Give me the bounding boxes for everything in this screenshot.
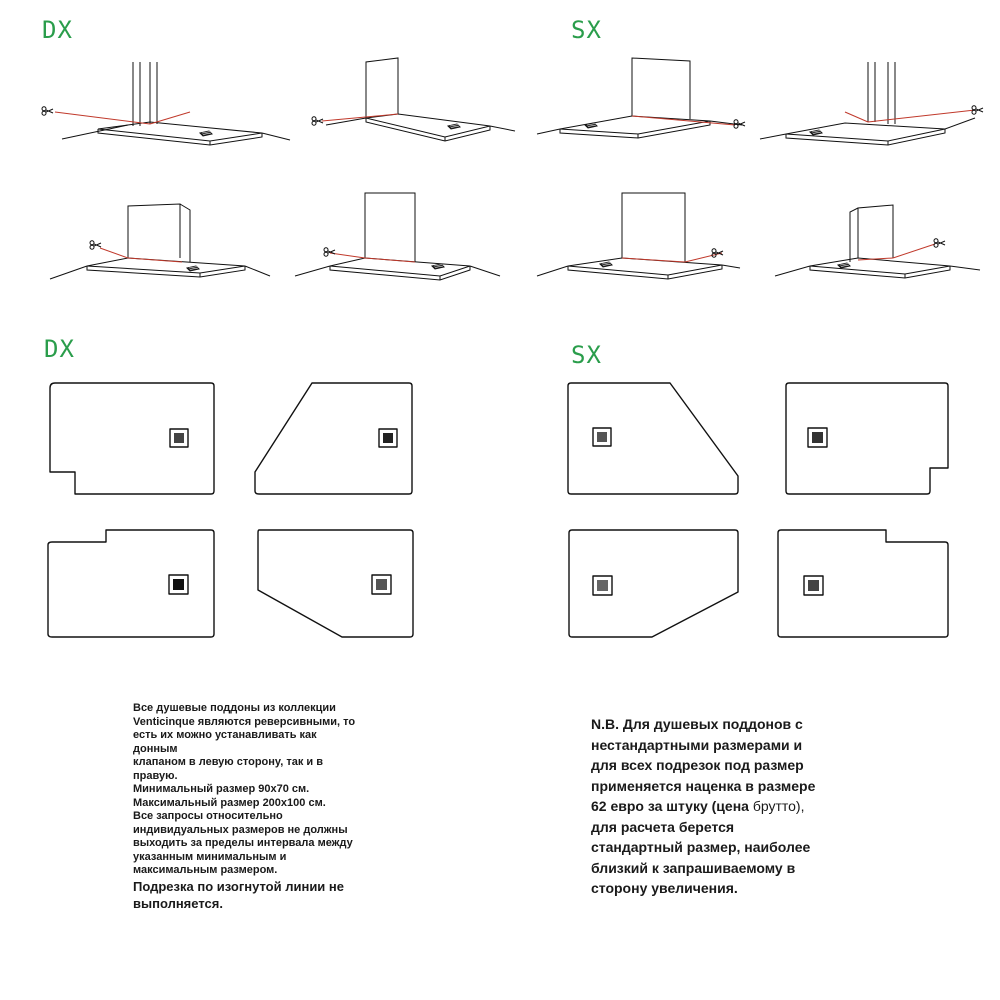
note-right-line: стандартный размер, наиболее: [591, 839, 811, 855]
iso-view-dx-1: [42, 62, 290, 145]
note-left-line: есть их можно устанавливать как: [133, 729, 317, 741]
note-left-line: указанным минимальным и: [133, 850, 287, 863]
note-left-line: Venticinque являются реверсивными, то: [133, 715, 356, 728]
note-right-line: применяется наценка в размере: [591, 777, 816, 794]
note-left-line: выходить за пределы интервала между: [133, 837, 353, 849]
label-top-dx: DX: [42, 16, 73, 44]
drain-grate-icon: [597, 432, 607, 442]
note-right-line: нестандартными размерами и: [591, 736, 803, 753]
note-left: [133, 702, 423, 912]
label-bottom-sx: SX: [571, 341, 602, 369]
note-left-line: Подрезка по изогнутой линии не: [133, 878, 344, 894]
note-right-line: [591, 796, 891, 817]
note-left-line: Все душевые поддоны из коллекции: [133, 702, 336, 714]
note-right-line: для всех подрезок под размер: [591, 757, 804, 773]
note-left-line: правую.: [133, 769, 178, 782]
drain-grate-icon: [376, 579, 387, 590]
note-left-line: Максимальный размер 200x100 см.: [133, 796, 326, 809]
note-left-line: выполняется.: [133, 895, 223, 911]
drain-grate-icon: [173, 579, 184, 590]
note-left-line: Минимальный размер 90x70 см.: [133, 783, 310, 795]
iso-view-dx-6: [295, 193, 500, 280]
note-right-line: близкий к запрашиваемому в: [591, 859, 796, 876]
note-left-line: Все запросы относительно: [133, 810, 283, 822]
plan-dx-2: [255, 383, 412, 494]
plan-dx-3: [48, 530, 214, 637]
label-bottom-dx: DX: [44, 335, 75, 363]
drain-grate-icon: [597, 580, 608, 591]
iso-view-sx-3: [537, 58, 745, 138]
plan-dx-1: [50, 383, 214, 494]
plan-sx-2: [786, 383, 948, 494]
note-left-line: донным: [133, 742, 178, 755]
note-right-price: 62 евро за штуку (цена: [591, 798, 753, 814]
iso-view-dx-5: [50, 204, 270, 279]
iso-view-sx-4: [760, 62, 983, 145]
note-left-line: клапаном в левую сторону, так и в: [133, 756, 323, 768]
iso-view-dx-2: [312, 58, 515, 141]
iso-view-sx-7: [537, 193, 740, 279]
drain-grate-icon: [812, 432, 823, 443]
label-top-sx: SX: [571, 16, 602, 44]
drain-grate-icon: [174, 433, 184, 443]
note-right-gross: брутто),: [752, 798, 805, 814]
drain-grate-icon: [383, 433, 393, 443]
plan-dx-4: [258, 530, 413, 637]
plan-sx-4: [778, 530, 948, 637]
iso-view-sx-8: [775, 205, 980, 278]
plan-sx-3: [569, 530, 738, 637]
note-right: [591, 714, 891, 899]
note-left-line: индивидуальных размеров не должны: [133, 823, 348, 836]
drain-grate-icon: [808, 580, 819, 591]
plan-sx-1: [568, 383, 738, 494]
note-right-line: N.B. Для душевых поддонов с: [591, 716, 803, 732]
note-right-line: сторону увеличения.: [591, 880, 738, 896]
note-right-line: для расчета берется: [591, 818, 735, 835]
note-left-line: максимальным размером.: [133, 864, 278, 876]
